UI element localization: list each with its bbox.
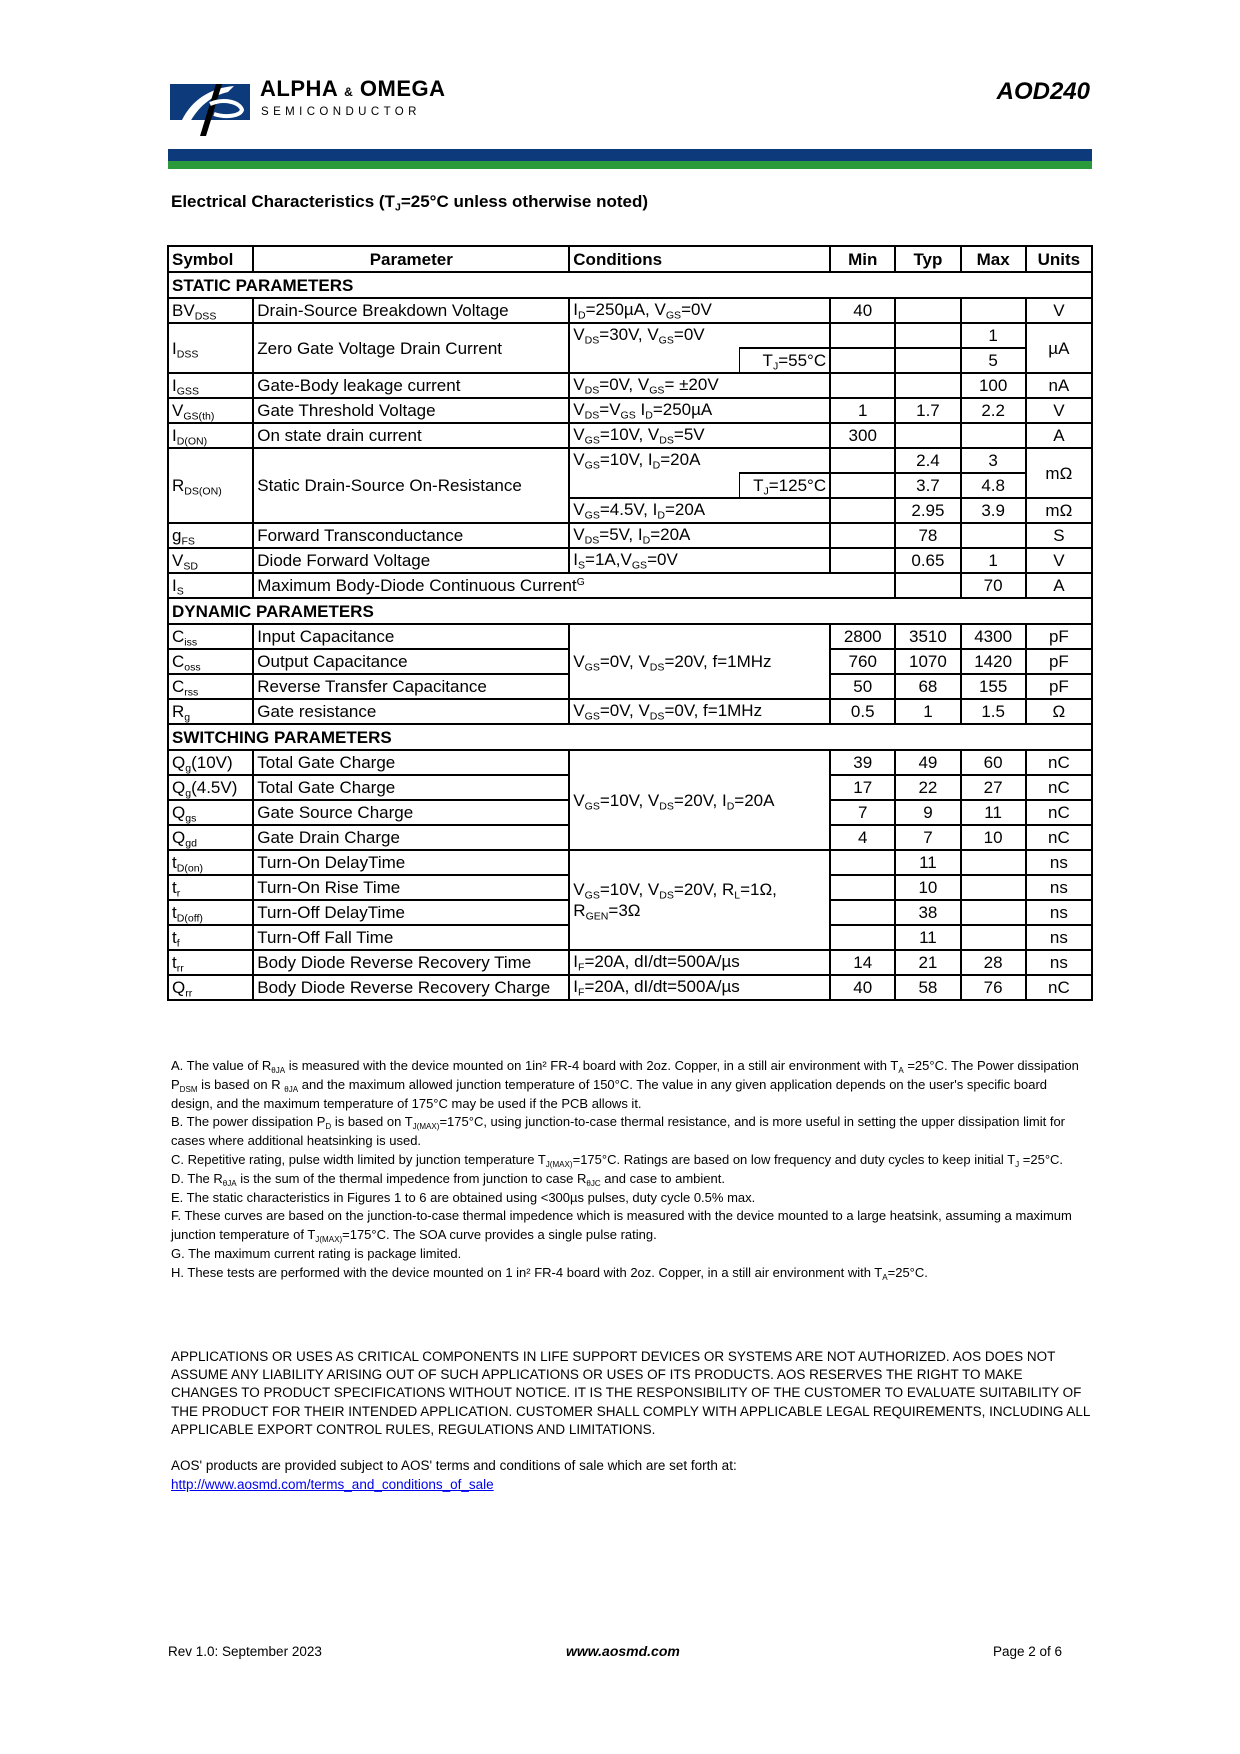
table-row <box>168 523 1092 548</box>
conditions: $I_F=20A$, dI/dt=500A/µs <box>569 950 830 975</box>
max-value: 10 <box>961 825 1026 850</box>
symbol: $t_{rr}$ <box>168 950 253 975</box>
typ-value <box>895 423 960 448</box>
symbol: $t_f$ <box>168 925 253 950</box>
conditions-tj: $T_J=55^\circ C$ <box>740 348 830 373</box>
typ-value: 11 <box>895 850 960 875</box>
note-b: B. The power dissipation $P_D$ is based on $T_{J(MAX)}=175^\circ C$, using junction-to-case thermal resistance, and is more useful in setting the upper dissipation limit for cases where additional heatsinking is used. <box>171 1114 1066 1149</box>
max-value: 1.5 <box>961 699 1026 724</box>
note-e: E. The static characteristics in Figures 1 to 6 are obtained using <300µs pulses, duty cycle 0.5% max. <box>171 1189 756 1205</box>
typ-value: 7 <box>895 825 960 850</box>
typ-value: 0.65 <box>895 548 960 573</box>
max-value: 70 <box>961 573 1026 598</box>
section-dynamic: DYNAMIC PARAMETERS <box>168 598 1092 624</box>
max-value: 3.9 <box>961 498 1026 523</box>
section-row <box>168 272 1092 298</box>
unit: nC <box>1026 750 1092 775</box>
conditions: $V_{GS}=0V$, $V_{DS}=20V$, f=1MHz <box>569 624 830 699</box>
unit: pF <box>1026 649 1092 674</box>
terms-link[interactable]: http://www.aosmd.com/terms_and_conditions_of_sale <box>171 1476 494 1492</box>
typ-value: 1070 <box>895 649 960 674</box>
symbol: $I_{GSS}$ <box>168 373 253 398</box>
max-value: 2.2 <box>961 398 1026 423</box>
footer-website[interactable]: www.aosmd.com <box>566 1643 680 1659</box>
table-row <box>168 975 1092 1000</box>
min-value <box>830 548 895 573</box>
min-value: 50 <box>830 674 895 699</box>
symbol: $R_{DS(ON)}$ <box>168 448 253 523</box>
header-band-green <box>168 161 1092 169</box>
note-h: H. These tests are performed with the device mounted on 1 in² FR-4 board with 2oz. Copper, in a still air environment with $T_A=25^\circ C$. <box>171 1264 928 1282</box>
min-value: 7 <box>830 800 895 825</box>
section-switching: SWITCHING PARAMETERS <box>168 724 1092 750</box>
min-value <box>830 900 895 925</box>
unit: nA <box>1026 373 1092 398</box>
max-value: 100 <box>961 373 1026 398</box>
conditions: $V_{DS}=5V$, $I_D=20A$ <box>569 523 830 548</box>
table-row <box>168 624 1092 649</box>
parameter: Turn-Off Fall Time <box>253 925 569 950</box>
section-row <box>168 598 1092 624</box>
typ-value: 9 <box>895 800 960 825</box>
symbol: $V_{SD}$ <box>168 548 253 573</box>
max-value: 27 <box>961 775 1026 800</box>
legal-disclaimer: APPLICATIONS OR USES AS CRITICAL COMPONENTS IN LIFE SUPPORT DEVICES OR SYSTEMS ARE NOT AUTHORIZED. AOS DOES NOT ASSUME ANY LIABILITY ARISING OUT OF SUCH APPLICATIONS OR USES OF ITS PRODUCTS. AOS RESERVES THE RIGHT TO MAKE CHANGES TO PRODUCT SPECIFICATIONS WITHOUT NOTICE. IT IS THE RESPONSIBILITY OF THE CUSTOMER TO EVALUATE SUITABILITY OF THE PRODUCT FOR THEIR INTENDED APPLICATION. CUSTOMER SHALL COMPLY WITH APPLICABLE LEGAL REQUIREMENTS, INCLUDING ALL APPLICABLE EXPORT CONTROL RULES, REGULATIONS AND LIMITATIONS. <box>171 1349 1090 1437</box>
electrical-characteristics-table <box>167 245 1093 1001</box>
typ-value: 58 <box>895 975 960 1000</box>
table-row <box>168 298 1092 323</box>
part-number: AOD240 <box>996 78 1090 105</box>
parameter: Output Capacitance <box>253 649 569 674</box>
unit: ns <box>1026 850 1092 875</box>
col-header-parameter: Parameter <box>253 246 569 272</box>
note-a: A. The value of $R_{\theta JA}$ is measured with the device mounted on 1in² FR-4 board with 2oz. Copper, in a still air environment with $T_A =25^\circ C$. The Power dissipation $P_{DSM}$ is based on R $_{\theta JA}$ and the maximum allowed junction temperature of 150°C. The value in any given application depends on the user's specific board design, and the maximum temperature of 175°C may be used if the PCB allows it. <box>171 1058 1079 1111</box>
conditions: $I_S=1A,V_{GS}=0V$ <box>569 548 830 573</box>
typ-value: 10 <box>895 875 960 900</box>
symbol: $t_{D(on)}$ <box>168 850 253 875</box>
conditions: $V_{GS}=10V$, $V_{DS}=5V$ <box>569 423 830 448</box>
parameter: Static Drain-Source On-Resistance <box>253 448 569 523</box>
note-f: F. These curves are based on the junction-to-case thermal impedence which is measured with the device mounted to a large heatsink, assuming a maximum junction temperature of $T_{J(MAX)}=175^\circ C$. The SOA curve provides a single pulse rating. <box>171 1208 1072 1244</box>
footer-page-number: Page 2 of 6 <box>993 1644 1063 1659</box>
table-row <box>168 699 1092 724</box>
parameter: Gate Source Charge <box>253 800 569 825</box>
typ-value: 22 <box>895 775 960 800</box>
min-value: 40 <box>830 975 895 1000</box>
table-header-row <box>168 246 1092 272</box>
symbol: $Q_{rr}$ <box>168 975 253 1000</box>
parameter: Diode Forward Voltage <box>253 548 569 573</box>
table-row <box>168 548 1092 573</box>
unit: V <box>1026 398 1092 423</box>
unit: nC <box>1026 775 1092 800</box>
max-value: 3 <box>961 448 1026 473</box>
min-value: 40 <box>830 298 895 323</box>
unit: pF <box>1026 624 1092 649</box>
company-subtitle: SEMICONDUCTOR <box>261 106 421 118</box>
min-value: 1 <box>830 398 895 423</box>
max-value: 11 <box>961 800 1026 825</box>
conditions: $V_{DS}=30V$, $V_{GS}=0V$ <box>569 323 830 348</box>
parameter: Drain-Source Breakdown Voltage <box>253 298 569 323</box>
symbol: $Q_{gs}$ <box>168 800 253 825</box>
table-row <box>168 323 1092 348</box>
company-name: ALPHA & OMEGA <box>260 76 446 101</box>
parameter: Zero Gate Voltage Drain Current <box>253 323 569 373</box>
unit: nC <box>1026 975 1092 1000</box>
aos-logo-mark-icon <box>170 78 250 136</box>
conditions: $V_{GS}=10V$, $V_{DS}=20V$, $I_D=20A$ <box>569 750 830 850</box>
max-value <box>961 900 1026 925</box>
typ-value: 38 <box>895 900 960 925</box>
parameter: Turn-Off DelayTime <box>253 900 569 925</box>
symbol: $I_{DSS}$ <box>168 323 253 373</box>
symbol: $R_g$ <box>168 699 253 724</box>
max-value: 5 <box>961 348 1026 373</box>
max-value: 1 <box>961 323 1026 348</box>
min-value <box>830 373 895 398</box>
symbol: $BV_{DSS}$ <box>168 298 253 323</box>
symbol: $Q_g(4.5V)$ <box>168 775 253 800</box>
unit: ns <box>1026 875 1092 900</box>
max-value <box>961 523 1026 548</box>
typ-value <box>895 373 960 398</box>
unit: pF <box>1026 674 1092 699</box>
col-header-conditions: Conditions <box>569 246 830 272</box>
max-value: 155 <box>961 674 1026 699</box>
table-row <box>168 423 1092 448</box>
conditions: $I_F=20A$, dI/dt=500A/µs <box>569 975 830 1000</box>
min-value: 39 <box>830 750 895 775</box>
max-value: 1420 <box>961 649 1026 674</box>
footnotes <box>171 1057 1091 1283</box>
unit: V <box>1026 548 1092 573</box>
table-row <box>168 850 1092 875</box>
section-row <box>168 724 1092 750</box>
typ-value: 78 <box>895 523 960 548</box>
table-row <box>168 573 1092 598</box>
unit: V <box>1026 298 1092 323</box>
max-value: 1 <box>961 548 1026 573</box>
max-value <box>961 423 1026 448</box>
conditions: $V_{DS}=0V$, $V_{GS}= \pm 20V$ <box>569 373 830 398</box>
terms-block <box>171 1457 1091 1494</box>
section-static: STATIC PARAMETERS <box>168 272 1092 298</box>
parameter: Total Gate Charge <box>253 750 569 775</box>
header-band-blue <box>168 149 1092 161</box>
conditions: $V_{GS}=10V$, $V_{DS}=20V$, $R_L=1\Omega$, $R_{GEN}=3\Omega$ <box>569 850 830 950</box>
min-value <box>830 498 895 523</box>
parameter: Reverse Transfer Capacitance <box>253 674 569 699</box>
parameter: Maximum Body-Diode Continuous Current$^G$ <box>253 573 895 598</box>
symbol: $I_S$ <box>168 573 253 598</box>
max-value: 4.8 <box>961 473 1026 498</box>
parameter: Body Diode Reverse Recovery Time <box>253 950 569 975</box>
min-value <box>830 473 895 498</box>
symbol: $C_{iss}$ <box>168 624 253 649</box>
parameter: Gate resistance <box>253 699 569 724</box>
table-row <box>168 398 1092 423</box>
unit: µA <box>1026 323 1092 373</box>
conditions-tj: $T_J=125^\circ C$ <box>740 473 830 498</box>
table-row <box>168 373 1092 398</box>
unit: ns <box>1026 900 1092 925</box>
min-value <box>830 448 895 473</box>
col-header-units: Units <box>1026 246 1092 272</box>
parameter: Gate Threshold Voltage <box>253 398 569 423</box>
typ-value: 49 <box>895 750 960 775</box>
symbol: $V_{GS(th)}$ <box>168 398 253 423</box>
conditions: $V_{DS}=V_{GS}$ $I_D=250\mu A$ <box>569 398 830 423</box>
min-value <box>830 875 895 900</box>
typ-value: 11 <box>895 925 960 950</box>
symbol: $I_{D(ON)}$ <box>168 423 253 448</box>
typ-value: 3.7 <box>895 473 960 498</box>
max-value <box>961 875 1026 900</box>
conditions: $I_D=250\mu A$, $V_{GS}=0V$ <box>569 298 830 323</box>
min-value <box>830 523 895 548</box>
min-value: 760 <box>830 649 895 674</box>
unit: A <box>1026 573 1092 598</box>
conditions: $V_{GS}=0V$, $V_{DS}=0V$, f=1MHz <box>569 699 830 724</box>
parameter: Turn-On DelayTime <box>253 850 569 875</box>
max-value <box>961 298 1026 323</box>
parameter: Turn-On Rise Time <box>253 875 569 900</box>
max-value: 60 <box>961 750 1026 775</box>
note-c: C. Repetitive rating, pulse width limited by junction temperature $T_{J(MAX)}=175^\circ C$. Ratings are based on low frequency and duty cycles to keep initial $T_J =25^\circ C$. <box>171 1151 1064 1169</box>
symbol: $t_{D(off)}$ <box>168 900 253 925</box>
min-value: 17 <box>830 775 895 800</box>
max-value <box>961 925 1026 950</box>
col-header-typ: Typ <box>895 246 960 272</box>
typ-value: 1 <box>895 699 960 724</box>
table-row <box>168 950 1092 975</box>
unit: ns <box>1026 950 1092 975</box>
table-row <box>168 448 1092 473</box>
note-g: G. The maximum current rating is package limited. <box>171 1245 462 1261</box>
max-value: 76 <box>961 975 1026 1000</box>
min-value: 4 <box>830 825 895 850</box>
symbol: $Q_g(10V)$ <box>168 750 253 775</box>
min-value: 14 <box>830 950 895 975</box>
parameter: Body Diode Reverse Recovery Charge <box>253 975 569 1000</box>
typ-value <box>895 298 960 323</box>
symbol: $Q_{gd}$ <box>168 825 253 850</box>
parameter: Gate-Body leakage current <box>253 373 569 398</box>
conditions-blank <box>569 473 740 498</box>
conditions-blank <box>569 348 740 373</box>
unit: ns <box>1026 925 1092 950</box>
col-header-min: Min <box>830 246 895 272</box>
min-value <box>830 348 895 373</box>
section-title: Electrical Characteristics ($T_J=25^\circ C$ unless otherwise noted) <box>171 192 649 214</box>
typ-value <box>895 348 960 373</box>
max-value: 4300 <box>961 624 1026 649</box>
col-header-max: Max <box>961 246 1026 272</box>
typ-value: 68 <box>895 674 960 699</box>
company-logo <box>170 76 460 138</box>
unit: mΩ <box>1026 448 1092 498</box>
unit: mΩ <box>1026 498 1092 523</box>
unit: nC <box>1026 800 1092 825</box>
symbol: $g_{FS}$ <box>168 523 253 548</box>
parameter: Gate Drain Charge <box>253 825 569 850</box>
typ-value: 21 <box>895 950 960 975</box>
footer-revision: Rev 1.0: September 2023 <box>168 1644 322 1659</box>
parameter: Total Gate Charge <box>253 775 569 800</box>
typ-value: 2.4 <box>895 448 960 473</box>
min-value <box>830 323 895 348</box>
typ-value: 3510 <box>895 624 960 649</box>
conditions: $V_{GS}=10V$, $I_D=20A$ <box>569 448 830 473</box>
note-d: D. The $R_{\theta JA}$ is the sum of the thermal impedence from junction to case $R_{\theta JC}$ and case to ambient. <box>171 1170 725 1188</box>
parameter: Forward Transconductance <box>253 523 569 548</box>
min-value: 0.5 <box>830 699 895 724</box>
table-row <box>168 750 1092 775</box>
symbol: $C_{rss}$ <box>168 674 253 699</box>
parameter: On state drain current <box>253 423 569 448</box>
unit: S <box>1026 523 1092 548</box>
min-value <box>830 850 895 875</box>
max-value <box>961 850 1026 875</box>
unit: Ω <box>1026 699 1092 724</box>
parameter: Input Capacitance <box>253 624 569 649</box>
max-value: 28 <box>961 950 1026 975</box>
conditions: $V_{GS}=4.5V$, $I_D=20A$ <box>569 498 830 523</box>
col-header-symbol: Symbol <box>168 246 253 272</box>
typ-value: 1.7 <box>895 398 960 423</box>
min-value: 300 <box>830 423 895 448</box>
terms-text: AOS' products are provided subject to AOS' terms and conditions of sale which are set forth at: <box>171 1458 737 1473</box>
symbol: $t_r$ <box>168 875 253 900</box>
typ-value <box>895 323 960 348</box>
symbol: $C_{oss}$ <box>168 649 253 674</box>
unit: nC <box>1026 825 1092 850</box>
min-value: 2800 <box>830 624 895 649</box>
typ-value: 2.95 <box>895 498 960 523</box>
unit: A <box>1026 423 1092 448</box>
min-value <box>830 925 895 950</box>
typ-value <box>895 573 960 598</box>
